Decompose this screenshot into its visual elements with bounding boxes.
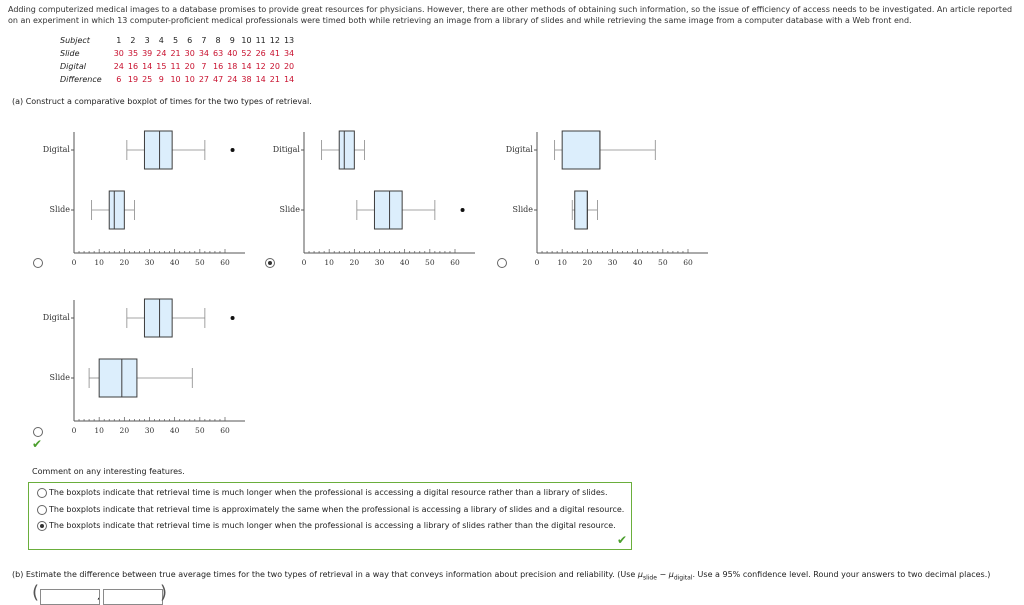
table-cell: 20 — [283, 62, 295, 71]
table-cell: 25 — [142, 75, 153, 84]
digital-subscript: digital — [673, 574, 693, 582]
table-cell: 40 — [227, 49, 238, 58]
table-cell: 6 — [187, 36, 193, 45]
mu-symbol: μ — [637, 570, 643, 579]
x-tick-label: 60 — [220, 258, 230, 267]
x-tick-label: 0 — [534, 258, 540, 267]
outlier-point — [231, 316, 235, 320]
y-category-label: Slide — [49, 205, 70, 214]
row-label: Difference — [60, 75, 102, 84]
x-tick-label: 20 — [119, 426, 130, 435]
x-tick-label: 20 — [119, 258, 130, 267]
part-b-prompt — [12, 570, 990, 582]
table-cell: 2 — [130, 36, 136, 45]
boxplot-option-2 — [260, 128, 490, 267]
y-category-label: Slide — [279, 205, 300, 214]
iqr-box — [99, 359, 137, 397]
table-cell: 14 — [283, 75, 295, 84]
outlier-point — [461, 208, 465, 212]
row-label: Subject — [60, 36, 90, 45]
table-cell: 9 — [229, 36, 235, 45]
y-category-label: Slide — [49, 373, 70, 382]
table-cell: 38 — [241, 75, 252, 84]
row-label: Digital — [60, 62, 86, 71]
x-tick-label: 60 — [220, 426, 230, 435]
comment-option-2-radio[interactable] — [37, 505, 47, 515]
ci-lower-input[interactable] — [40, 589, 100, 605]
x-tick-label: 50 — [195, 426, 205, 435]
table-cell: 24 — [227, 75, 238, 84]
x-tick-label: 10 — [94, 426, 104, 435]
part-b-suffix: . Use a 95% confidence level. Round your answers to two decimal places.) — [692, 570, 991, 579]
table-cell: 20 — [269, 62, 280, 71]
boxplot-option-4 — [30, 296, 260, 435]
open-paren: ( — [32, 582, 40, 603]
x-tick-label: 60 — [450, 258, 460, 267]
table-cell: 21 — [170, 49, 181, 58]
x-tick-label: 40 — [632, 258, 643, 267]
comma: , — [97, 592, 100, 602]
data-table — [58, 34, 296, 86]
table-cell: 11 — [255, 36, 266, 45]
table-cell: 30 — [113, 49, 124, 58]
table-cell: 39 — [142, 49, 153, 58]
x-tick-label: 50 — [195, 258, 205, 267]
y-category-label: Slide — [512, 205, 533, 214]
table-cell: 11 — [170, 62, 181, 71]
x-tick-label: 40 — [169, 258, 180, 267]
outlier-point — [231, 148, 235, 152]
mu-symbol-2: μ — [668, 570, 674, 579]
y-category-label: Digital — [42, 145, 70, 154]
x-tick-label: 10 — [94, 258, 104, 267]
table-cell: 16 — [213, 62, 224, 71]
x-tick-label: 40 — [169, 426, 180, 435]
table-cell: 26 — [255, 49, 266, 58]
table-cell: 12 — [255, 62, 266, 71]
comment-option-1-label[interactable]: The boxplots indicate that retrieval time is much longer when the professional is accessing a digital resource rather than a library of slides. — [49, 488, 608, 497]
table-cell: 21 — [269, 75, 280, 84]
iqr-box — [339, 131, 354, 169]
comment-options-box — [28, 482, 632, 550]
x-tick-label: 30 — [144, 426, 155, 435]
x-tick-label: 0 — [71, 258, 77, 267]
comment-option-2-label[interactable]: The boxplots indicate that retrieval time is approximately the same when the professional is accessing a library of slides and a digital resource. — [49, 505, 625, 514]
table-cell: 24 — [156, 49, 167, 58]
row-label: Slide — [60, 49, 80, 58]
x-tick-label: 50 — [425, 258, 435, 267]
iqr-box — [144, 131, 172, 169]
table-cell: 14 — [142, 62, 153, 71]
x-tick-label: 30 — [144, 258, 155, 267]
table-row — [58, 34, 296, 47]
x-tick-label: 0 — [301, 258, 307, 267]
close-paren: ) — [160, 582, 168, 603]
correct-check-icon: ✔ — [32, 437, 43, 451]
comment-prompt: Comment on any interesting features. — [32, 467, 185, 476]
table-cell: 10 — [184, 75, 195, 84]
comment-correct-check-icon: ✔ — [617, 533, 628, 547]
table-cell: 1 — [116, 36, 122, 45]
y-category-label: Digital — [42, 313, 70, 322]
table-cell: 7 — [201, 36, 207, 45]
table-cell: 10 — [241, 36, 252, 45]
problem-intro: Adding computerized medical images to a database promises to provide great resources for physicians. However, there are other methods of obtaining such information, so the issue of efficiency of access needs to be investigated. An article reported on an experiment in which 13 computer-proficient medical professionals were timed both while retrieving an image from a library of slides and while retrieving the same image from a computer database with a Web front end. — [8, 5, 1013, 25]
y-category-label: Digital — [505, 145, 533, 154]
table-row — [58, 60, 296, 73]
table-cell: 5 — [172, 36, 179, 45]
table-cell: 35 — [127, 49, 139, 58]
minus-sign: − — [656, 570, 669, 579]
x-tick-label: 20 — [349, 258, 360, 267]
x-tick-label: 60 — [683, 258, 693, 267]
table-cell: 27 — [198, 75, 209, 84]
x-tick-label: 20 — [582, 258, 593, 267]
ci-upper-input[interactable] — [103, 589, 163, 605]
table-cell: 4 — [158, 36, 164, 45]
x-tick-label: 10 — [557, 258, 567, 267]
x-tick-label: 40 — [399, 258, 410, 267]
iqr-box — [374, 191, 402, 229]
table-cell: 16 — [127, 62, 139, 71]
table-cell: 13 — [283, 36, 295, 45]
table-cell: 18 — [227, 62, 238, 71]
table-cell: 47 — [213, 75, 224, 84]
table-cell: 14 — [241, 62, 252, 71]
table-cell: 7 — [201, 62, 207, 71]
x-tick-label: 30 — [607, 258, 618, 267]
table-cell: 12 — [269, 36, 280, 45]
part-a-prompt: (a) Construct a comparative boxplot of times for the two types of retrieval. — [12, 97, 312, 106]
table-cell: 8 — [215, 36, 221, 45]
comment-option-3-radio[interactable] — [37, 521, 47, 531]
x-tick-label: 30 — [374, 258, 385, 267]
table-cell: 34 — [283, 49, 295, 58]
iqr-box — [109, 191, 124, 229]
x-tick-label: 50 — [658, 258, 668, 267]
y-category-label: Ditigal — [272, 145, 300, 154]
table-cell: 41 — [269, 49, 280, 58]
table-cell: 10 — [170, 75, 181, 84]
boxplot-option-1 — [30, 128, 260, 267]
table-row — [58, 73, 296, 86]
table-cell: 24 — [113, 62, 124, 71]
table-cell: 9 — [158, 75, 164, 84]
iqr-box — [144, 299, 172, 337]
x-tick-label: 10 — [324, 258, 334, 267]
table-cell: 20 — [184, 62, 195, 71]
table-cell: 3 — [144, 36, 150, 45]
slide-subscript: slide — [642, 574, 657, 582]
comment-option-3-label[interactable]: The boxplots indicate that retrieval time is much longer when the professional is accessing a library of slides rather than the digital resource. — [49, 521, 616, 530]
table-cell: 14 — [255, 75, 266, 84]
table-row — [58, 47, 296, 60]
table-cell: 63 — [213, 49, 224, 58]
comment-option-1-radio[interactable] — [37, 488, 47, 498]
table-cell: 6 — [116, 75, 122, 84]
table-cell: 52 — [241, 49, 252, 58]
table-cell: 19 — [127, 75, 139, 84]
iqr-box — [562, 131, 600, 169]
iqr-box — [575, 191, 588, 229]
x-tick-label: 0 — [71, 426, 77, 435]
boxplot-option-3 — [493, 128, 723, 267]
table-cell: 30 — [184, 49, 195, 58]
part-b-prefix: (b) Estimate the difference between true average times for the two types of retrieval in a way that conveys information about precision and reliability. (Use — [12, 570, 638, 579]
table-cell: 34 — [198, 49, 209, 58]
table-cell: 15 — [156, 62, 167, 71]
